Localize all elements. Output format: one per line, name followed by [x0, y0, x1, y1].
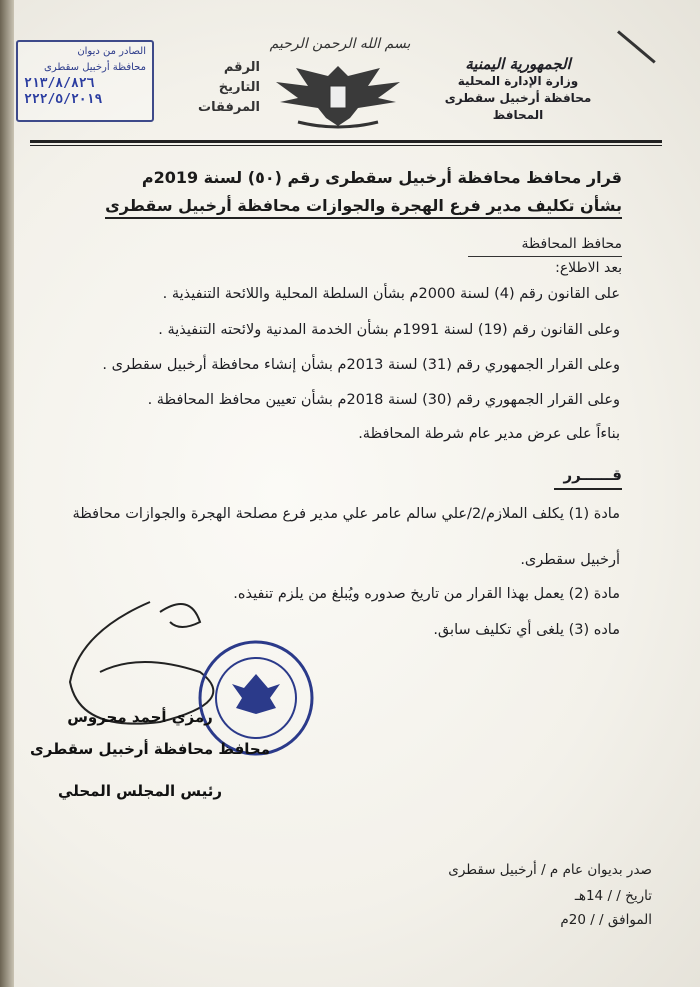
letterhead-right — [418, 56, 618, 124]
reference-labels — [176, 58, 260, 118]
republic-name: الجمهورية اليمنية — [465, 55, 571, 73]
stamp-date-value: ٢٢٢/٥/٢٠١٩ — [24, 92, 103, 107]
outgoing-stamp — [16, 40, 154, 122]
ref-label: الرقم — [223, 60, 260, 75]
governor-underline — [468, 256, 622, 257]
governor-heading: محافظ المحافظة — [521, 236, 622, 252]
article-line: أرخبيل سقطرى. — [520, 552, 620, 568]
pen-mark — [617, 30, 656, 63]
article-line: مادة (1) يكلف الملازم/2/علي سالم عامر علي مدير فرع مصلحة الهجرة والجوازات محافظة — [72, 506, 620, 522]
after-review: بعد الاطلاع: — [555, 260, 622, 276]
subject-underline — [105, 217, 622, 219]
council-title: رئيس المجلس المحلي — [58, 782, 222, 800]
stamp-ref-value: ٢١٣/٨/٨٢٦ — [24, 76, 95, 91]
reference-line: وعلى القرار الجمهوري رقم (30) لسنة 2018م بشأن تعيين محافظ المحافظة . — [147, 392, 620, 408]
decision-title: قرار محافظ محافظة أرخبيل سقطرى رقم (٥٠) لسنة 2019م — [141, 168, 622, 187]
stamp-line2: محافظة أرخبيل سقطرى — [44, 62, 146, 73]
reference-line: وعلى القانون رقم (19) لسنة 1991م بشأن الخدمة المدنية ولائحته التنفيذية . — [158, 322, 620, 338]
decision-subject-text: بشأن تكليف مدير فرع الهجرة والجوازات محافظة أرخبيل سقطرى — [105, 196, 622, 215]
header-rule-thin — [30, 145, 662, 146]
article-line: مادة (2) يعمل بهذا القرار من تاريخ صدوره ويُبلغ من يلزم تنفيذه. — [233, 586, 620, 602]
reference-line: على القانون رقم (4) لسنة 2000م بشأن السلطة المحلية واللائحة التنفيذية . — [162, 286, 620, 302]
header-rule-thick — [30, 140, 662, 143]
decides-heading: قــــــرر — [563, 466, 622, 484]
gregorian-date: الموافق / / 20م — [560, 912, 652, 928]
signatory-name: رمزي أحمد محروس — [67, 708, 213, 726]
decision-subject — [105, 196, 622, 215]
governorate-name: محافظة أرخبيل سقطرى — [444, 91, 592, 105]
decides-underline — [554, 488, 622, 490]
yemen-eagle-emblem — [268, 56, 408, 130]
hijri-date: تاريخ / / 14هـ — [574, 888, 652, 904]
issued-at: صدر بديوان عام م / أرخبيل سقطرى — [448, 862, 652, 878]
date-label: التاريخ — [218, 80, 260, 95]
attachments-label: المرفقات — [198, 100, 260, 115]
ministry-name: وزارة الإدارة المحلية — [457, 74, 579, 88]
article-line: ماده (3) يلغى أي تكليف سابق. — [433, 622, 620, 638]
reference-line: بناءاً على عرض مدير عام شرطة المحافظة. — [358, 426, 620, 442]
reference-line: وعلى القرار الجمهوري رقم (31) لسنة 2013م بشأن إنشاء محافظة أرخبيل سقطرى . — [102, 357, 620, 373]
page-edge — [0, 0, 14, 987]
basmala: بسم الله الرحمن الرحيم — [269, 36, 411, 52]
office-name: المحافظ — [492, 108, 544, 122]
stamp-line1: الصادر من ديوان — [77, 46, 146, 57]
signatory-title: محافظ محافظة أرخبيل سقطرى — [30, 740, 270, 758]
